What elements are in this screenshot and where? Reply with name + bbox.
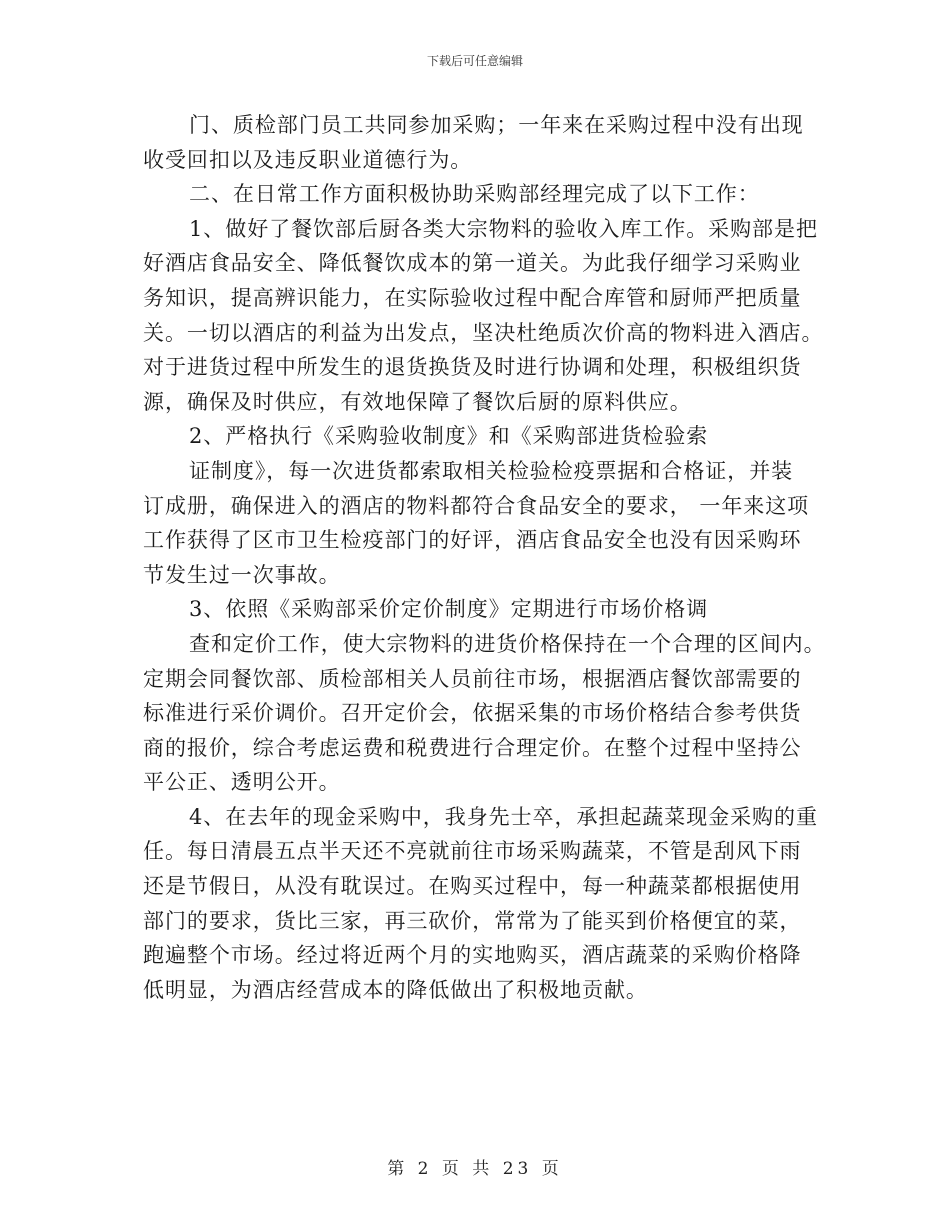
page-header: 下载后可任意编辑 xyxy=(426,54,523,68)
text-line: 节发生过一次事故。 xyxy=(143,562,341,587)
text-line: 任。每日清晨五点半天还不亮就前往市场采购蔬菜，不管是刮风下雨 xyxy=(143,839,802,864)
text-line: 务知识，提高辨识能力，在实际验收过程中配合库管和厨师严把质量 xyxy=(143,285,802,310)
text-line: 低明显，为酒店经营成本的降低做出了积极地贡献。 xyxy=(143,977,648,1002)
text-line: 跑遍整个市场。经过将近两个月的实地购买，酒店蔬菜的采购价格降 xyxy=(143,943,802,968)
text-line: 查和定价工作，使大宗物料的进货价格保持在一个合理的区间内。 xyxy=(189,631,826,656)
text-line: 证制度》，每一次进货都索取相关检验检疫票据和合格证，并装 xyxy=(189,458,794,483)
text-line: 4、在去年的现金采购中，我身先士卒，承担起蔬菜现金采购的重 xyxy=(189,804,818,829)
text-line: 工作获得了区市卫生检疫部门的好评，酒店食品安全也没有因采购环 xyxy=(143,528,802,553)
text-line: 标准进行采价调价。召开定价会，依据采集的市场价格结合参考供货 xyxy=(143,701,802,726)
document-body xyxy=(143,108,826,1007)
page-number: 第 2 页 共 23 页 xyxy=(387,1159,563,1179)
text-line: 商的报价，综合考虑运费和税费进行合理定价。在整个过程中坚持公 xyxy=(143,735,802,760)
text-line: 门、质检部门员工共同参加采购；一年来在采购过程中没有出现 xyxy=(189,113,804,137)
text-line: 收受回扣以及违反职业道德行为。 xyxy=(143,147,473,172)
text-line: 部门的要求，货比三家，再三砍价，常常为了能买到价格便宜的菜， xyxy=(143,908,802,933)
text-line: 二、在日常工作方面积极协助采购部经理完成了以下工作： xyxy=(189,182,760,207)
text-line: 2、严格执行《采购验收制度》和《采购部进货检验索 xyxy=(189,424,709,449)
text-line: 1、做好了餐饮部后厨各类大宗物料的验收入库工作。采购部是把 xyxy=(189,216,818,241)
text-line: 订成册，确保进入的酒店的物料都符合食品安全的要求， 一年来这项 xyxy=(143,493,810,518)
text-line: 源，确保及时供应，有效地保障了餐饮后厨的原料供应。 xyxy=(143,389,692,414)
text-line: 对于进货过程中所发生的退货换货及时进行协调和处理，积极组织货 xyxy=(143,355,802,380)
text-line: 定期会同餐饮部、质检部相关人员前往市场，根据酒店餐饮部需要的 xyxy=(143,666,802,691)
text-line: 还是节假日，从没有耽误过。在购买过程中，每一种蔬菜都根据使用 xyxy=(143,874,802,899)
text-line: 3、依照《采购部采价定价制度》定期进行市场价格调 xyxy=(189,597,709,622)
text-line: 关。一切以酒店的利益为出发点，坚决杜绝质次价高的物料进入酒店。 xyxy=(143,320,824,345)
text-line: 好酒店食品安全、降低餐饮成本的第一道关。为此我仔细学习采购业 xyxy=(143,251,802,276)
text-line: 平公正、透明公开。 xyxy=(143,770,341,795)
